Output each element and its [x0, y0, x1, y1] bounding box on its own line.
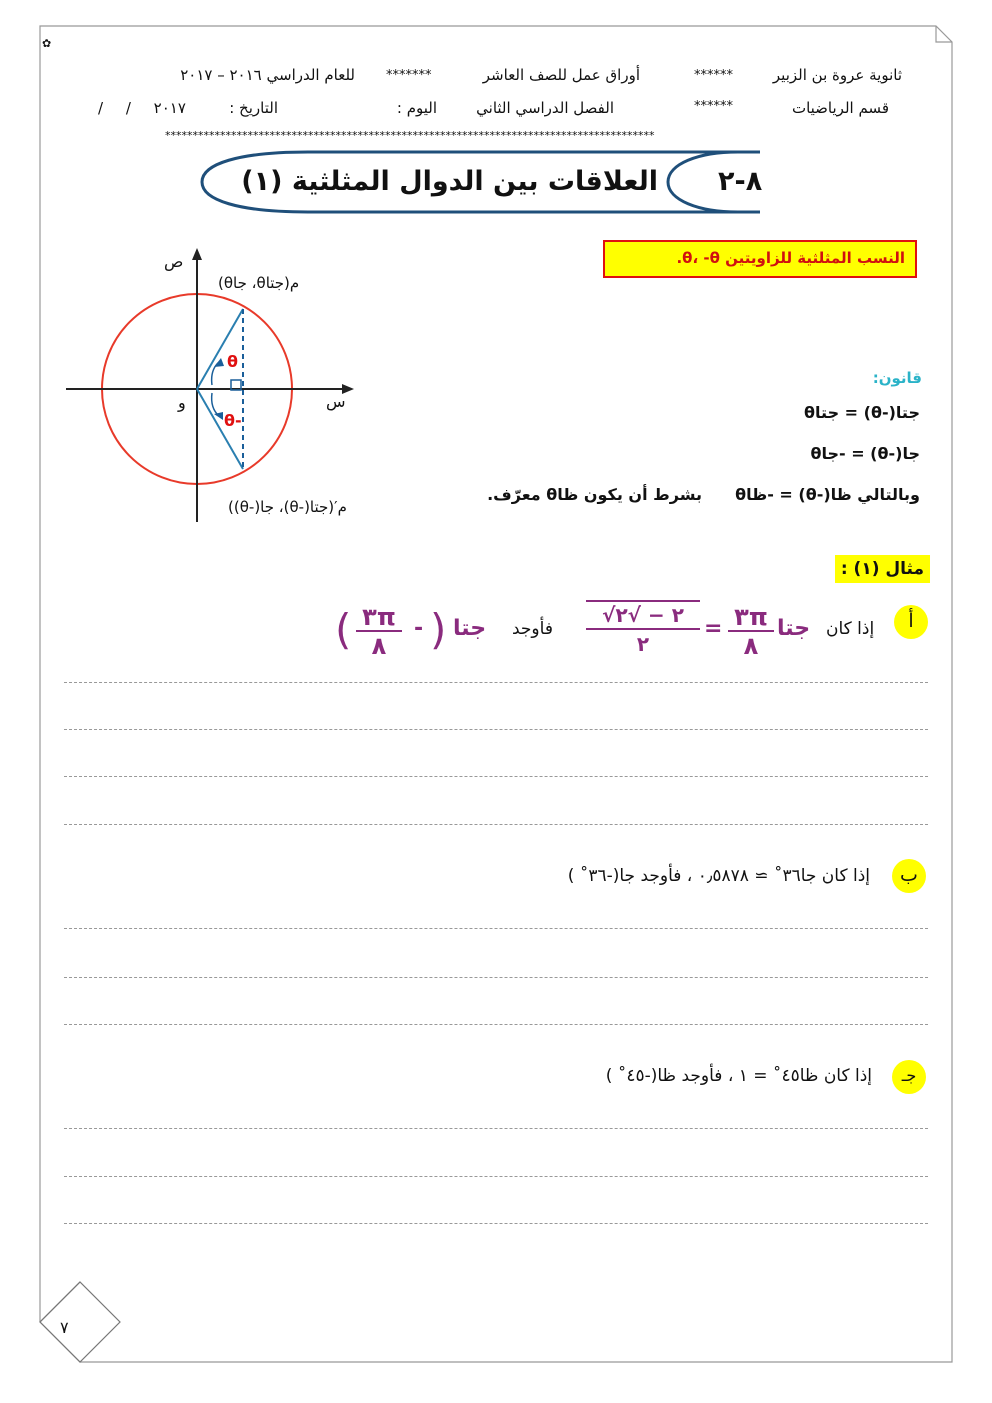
answer-line — [64, 1223, 928, 1224]
part-a-target-den: ٨ — [371, 632, 387, 660]
part-a-target-fraction — [356, 604, 402, 660]
point-m-label: م(جتاθ، جاθ) — [218, 274, 300, 292]
neg-theta-label: -θ — [224, 411, 242, 430]
topic-box — [603, 240, 917, 278]
example-heading-text: مثال (١) : — [840, 559, 924, 579]
day-label: اليوم : — [396, 99, 437, 117]
school-name: ثانوية عروة بن الزبير — [772, 66, 902, 84]
neg-theta-arc — [212, 393, 219, 416]
page-number: ٧ — [60, 1318, 69, 1337]
part-c-question: إذا كان ظا٤٥˚ = ١ ، فأوجد ظا(-٤٥˚ ) — [605, 1066, 872, 1086]
law-condition: بشرط أن يكون ظاθ معرّف. — [487, 485, 702, 504]
bullet-b: ب — [892, 859, 926, 893]
semester: الفصل الدراسي الثاني — [476, 99, 614, 117]
header-stars: ****** — [694, 99, 733, 114]
part-a-find: فأوجد — [512, 619, 553, 639]
bullet-c: جـ — [892, 1060, 926, 1094]
part-a-paren-right: ) — [430, 605, 447, 654]
answer-line — [64, 1024, 928, 1025]
part-a-frac-num: ٣π — [728, 604, 774, 632]
answer-line — [64, 1128, 928, 1129]
answer-line — [64, 729, 928, 730]
y-axis-label: ص — [164, 252, 184, 271]
radius-upper — [197, 309, 243, 389]
page-title: العلاقات بين الدوال المثلثية (١) — [241, 166, 658, 197]
part-a-target: جتا — [453, 616, 487, 641]
department: قسم الرياضيات — [791, 99, 889, 117]
answer-line — [64, 1176, 928, 1177]
y-axis-arrow — [192, 248, 202, 260]
header-stars: ****** — [694, 68, 733, 83]
star-separator: ***************************************************************************************** — [165, 129, 655, 142]
part-a-if: إذا كان — [826, 619, 875, 639]
part-a-target-num: ٣π — [356, 604, 402, 632]
part-a-frac-den: ٨ — [743, 632, 759, 660]
bullet-a: أ — [894, 605, 928, 639]
bee-icon: ✿ — [42, 37, 52, 50]
answer-line — [64, 682, 928, 683]
topic-text: النسب المثلثية للزاويتين θ، -θ. — [676, 249, 905, 267]
unit-circle-diagram — [60, 240, 360, 530]
answer-line — [64, 928, 928, 929]
part-a-root-expr: √٢ − √٢ — [586, 600, 700, 630]
answer-line — [64, 824, 928, 825]
law-line-tan: وبالتالي ظا(-θ) = -ظاθ — [735, 485, 920, 504]
part-a-cos: جتا — [777, 616, 811, 641]
lesson-number: ٨-٢ — [718, 166, 763, 197]
origin-label: و — [178, 393, 186, 412]
answer-line — [64, 776, 928, 777]
part-a-root-den: ٢ — [636, 632, 650, 656]
date-value: / / ٢٠١٧ — [98, 99, 186, 117]
law-line-sin: جا(-θ) = -جاθ — [810, 444, 920, 463]
answer-line — [64, 977, 928, 978]
part-a-minus: - — [414, 616, 424, 641]
point-m-prime-label: م′(جتا(-θ)، جا(-θ)) — [228, 498, 347, 516]
law-heading: قانون: — [872, 369, 922, 387]
example-heading — [835, 555, 930, 583]
part-a-fraction — [728, 604, 774, 660]
law-line-cos: جتا(-θ) = جتاθ — [804, 403, 920, 422]
theta-label: θ — [227, 352, 238, 371]
part-b-question: إذا كان جا٣٦˚ ≃ ٠٫٥٨٧٨ ، فأوجد جا(-٣٦˚ ) — [567, 866, 870, 886]
neg-theta-arc-arrow — [214, 412, 223, 420]
date-label: التاريخ : — [229, 99, 278, 117]
header-stars: ******* — [386, 68, 432, 83]
academic-year: للعام الدراسي ٢٠١٦ – ٢٠١٧ — [180, 66, 355, 84]
part-a-paren-left: ( — [335, 605, 352, 654]
part-a-root-fraction — [586, 600, 700, 658]
x-axis-label: س — [326, 392, 346, 411]
worksheets-label: أوراق عمل للصف العاشر — [482, 66, 640, 84]
theta-arc-arrow — [214, 358, 224, 367]
part-a-equals: = — [704, 616, 723, 641]
